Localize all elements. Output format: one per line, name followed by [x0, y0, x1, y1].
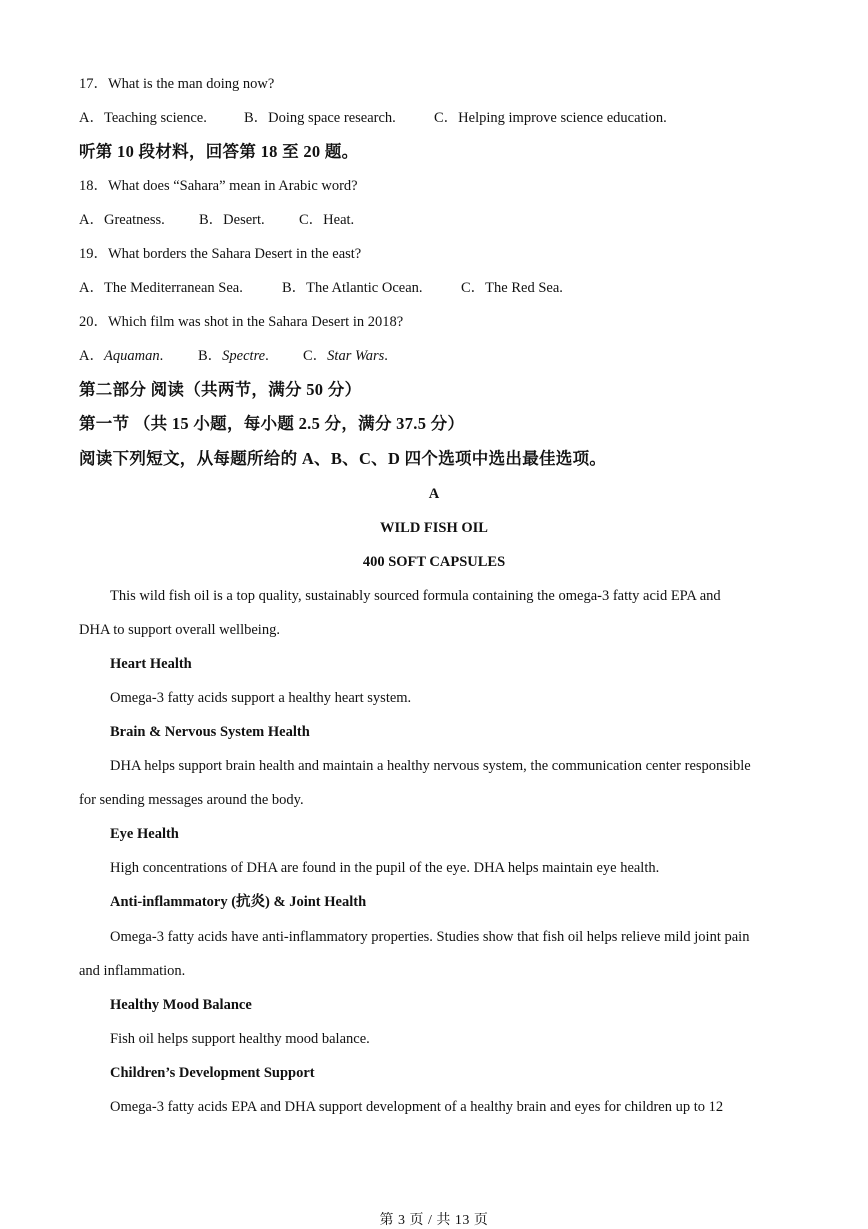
question-18-options — [79, 210, 354, 230]
joint-health-text-line-2: and inflammation. — [79, 963, 186, 979]
film-title-spectre: Spectre — [222, 348, 266, 364]
q18-option-c: C．Heat. — [299, 212, 355, 228]
question-17: 17．What is the man doing now? — [79, 76, 275, 92]
section-heading-eye-health: Eye Health — [110, 826, 179, 842]
q17-option-b: B．Doing space research. — [244, 110, 396, 126]
section-heading-brain-health: Brain & Nervous System Health — [110, 724, 310, 740]
q20-option-a: A．Aquaman. — [79, 348, 164, 364]
section-heading-joint-health: Anti-inflammatory (抗炎) & Joint Health — [110, 894, 367, 910]
q20-option-b: B．Spectre. — [198, 348, 269, 364]
passage-subtitle: 400 SOFT CAPSULES — [362, 554, 506, 570]
reading-instruction: 阅读下列短文，从每题所给的 A、B、C、D 四个选项中选出最佳选项。 — [79, 449, 607, 468]
section-heading-heart-health: Heart Health — [110, 656, 192, 672]
question-19: 19．What borders the Sahara Desert in the east? — [79, 246, 362, 262]
section-heading-mood-balance: Healthy Mood Balance — [110, 997, 252, 1013]
question-20: 20．Which film was shot in the Sahara Desert in 2018? — [79, 314, 404, 330]
mood-balance-text: Fish oil helps support healthy mood balance. — [110, 1031, 370, 1047]
intro-paragraph-line-2: DHA to support overall wellbeing. — [79, 622, 280, 638]
section-10-heading: 听第 10 段材料，回答第 18 至 20 题。 — [79, 142, 359, 161]
joint-health-text-line-1: Omega-3 fatty acids have anti-inflammatory properties. Studies show that fish oil helps relieve mild joint pain — [110, 929, 750, 945]
q17-option-c: C．Helping improve science education. — [434, 110, 667, 126]
section-one-heading: 第一节 （共 15 小题，每小题 2.5 分，满分 37.5 分） — [79, 414, 465, 433]
part-two-heading: 第二部分 阅读（共两节，满分 50 分） — [79, 380, 362, 399]
q19-option-c: C．The Red Sea. — [461, 280, 563, 296]
q20-option-c: C．Star Wars. — [303, 348, 388, 364]
q19-option-b: B．The Atlantic Ocean. — [282, 280, 423, 296]
question-18: 18．What does “Sahara” mean in Arabic word? — [79, 178, 358, 194]
q18-option-a: A．Greatness. — [79, 212, 165, 228]
film-title-star-wars: Star Wars — [327, 348, 385, 364]
brain-health-text-line-1: DHA helps support brain health and maintain a healthy nervous system, the communication center responsible — [110, 758, 751, 774]
intro-paragraph-line-1: This wild fish oil is a top quality, sustainably sourced formula containing the omega-3 fatty acid EPA and — [110, 588, 721, 604]
section-heading-children-development: Children’s Development Support — [110, 1065, 315, 1081]
page-number-footer: 第 3 页 / 共 13 页 — [379, 1213, 489, 1228]
children-development-text: Omega-3 fatty acids EPA and DHA support development of a healthy brain and eyes for children up to 12 — [110, 1099, 724, 1115]
eye-health-text: High concentrations of DHA are found in the pupil of the eye. DHA helps maintain eye health. — [110, 860, 660, 876]
passage-title: WILD FISH OIL — [380, 520, 488, 536]
question-20-options — [79, 346, 388, 366]
passage-letter: A — [428, 486, 440, 502]
question-17-options — [79, 108, 667, 128]
q18-option-b: B．Desert. — [199, 212, 265, 228]
question-19-options — [79, 278, 563, 298]
q19-option-a: A．The Mediterranean Sea. — [79, 280, 243, 296]
q17-option-a: A．Teaching science. — [79, 110, 207, 126]
film-title-aquaman: Aquaman — [103, 348, 160, 364]
brain-health-text-line-2: for sending messages around the body. — [79, 792, 304, 808]
heart-health-text: Omega-3 fatty acids support a healthy heart system. — [110, 690, 412, 706]
